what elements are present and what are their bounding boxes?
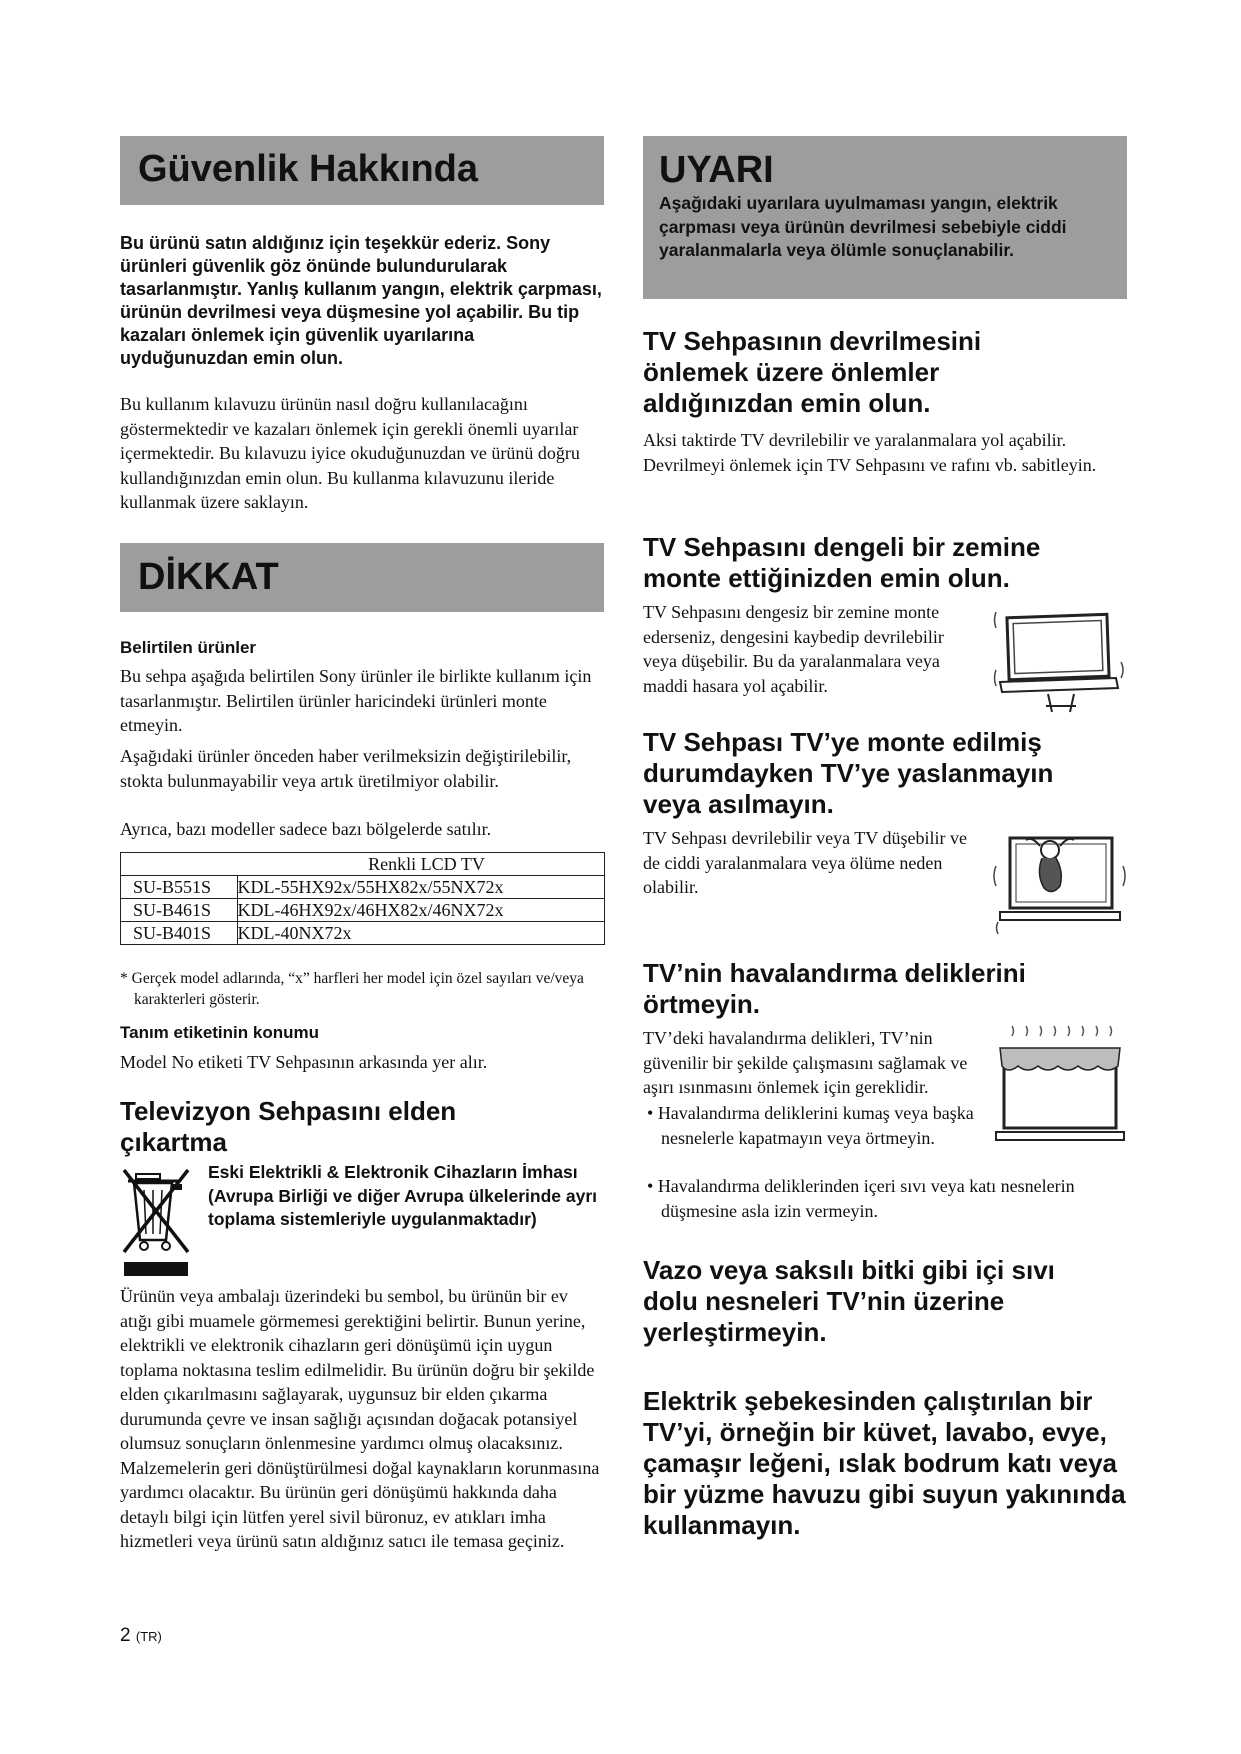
table-cell-stand: SU-B461S bbox=[121, 899, 238, 922]
page-language: (TR) bbox=[135, 1629, 162, 1644]
page-number bbox=[120, 1625, 162, 1647]
products-heading: Belirtilen ürünler bbox=[120, 638, 257, 657]
label-heading: Tanım etiketinin konumu bbox=[120, 1023, 319, 1042]
section-stable-floor-text: TV Sehpasını dengesiz bir zemine monte ederseniz, dengesini kaybedip devrilebilir veya düşebilir. Bu da yaralanmalara veya maddi hasara yol açabilir. bbox=[643, 602, 944, 696]
warning-box bbox=[643, 136, 1127, 299]
safety-title-box bbox=[120, 136, 604, 205]
intro-text: Bu ürünü satın aldığınız için teşekkür ederiz. Sony ürünleri güvenlik göz önünde bulundurularak tasarlanmıştır. Yanlış kullanım yangın, elektrik çarpması, ürünün devrilmesi veya düşmesine yol açabilir. Bu tip kazaları önlemek için güvenlik uyarılarına uyduğunuzdan emin olun. bbox=[120, 233, 602, 368]
safety-title: Güvenlik Hakkında bbox=[138, 148, 479, 190]
section-ventilation-text: TV’deki havalandırma delikleri, TV’nin güvenilir bir şekilde çalışmasını sağlamak ve aşırı ısınmasını önlemek için gereklidir. bbox=[643, 1028, 968, 1097]
table-cell-tv: KDL-40NX72x bbox=[237, 922, 605, 945]
table-row bbox=[121, 876, 605, 899]
products-text-3: Ayrıca, bazı modeller sadece bazı bölgelerde satılır. bbox=[120, 819, 492, 839]
disposal-text: Ürünün veya ambalajı üzerindeki bu sembol, bu ürünün bir ev atığı gibi muamele görmemesi gerektiğini belirtir. Bunun yerine, elektrikli ve elektronik cihazların geri dönüşümü için uygun toplama noktasına teslim edilmelidir. Bu ürünün doğru bir şekilde elden çıkarılmasını sağlayarak, uygunsuz bir elden çıkarma durumunda çevre ve insan sağlığı açısından doğacak potansiyel olumsuz sonuçların önlenmesine yardımcı olmuş olacaksınız. Malzemelerin geri dönüştürülmesi doğal kaynakların korunmasına yardımcı olacaktır. Bu ürünün geri dönüşümü hakkında daha detaylı bilgi için lütfen yerel sivil büronuz, ev atıkları imha hizmetleri veya ürünü satın aldığınız satıcı ile temasa geçiniz. bbox=[120, 1286, 600, 1551]
section-water-heading: Elektrik şebekesinden çalıştırılan bir TV’yi, örneğin bir küvet, lavabo, evye, çamaşır leğeni, ıslak bodrum katı veya bir yüzme havuzu gibi suyun yakınında kullanmayın. bbox=[643, 1386, 1126, 1540]
section-lean-heading: TV Sehpası TV’ye monte edilmiş durumdayken TV’ye yaslanmayın veya asılmayın. bbox=[643, 727, 1054, 819]
table-cell-tv: KDL-46HX92x/46HX82x/46NX72x bbox=[237, 899, 605, 922]
ventilation-bullet-1: • Havalandırma deliklerini kumaş veya başka nesnelerle kapatmayın veya örtmeyin. bbox=[647, 1103, 974, 1148]
models-table bbox=[120, 852, 605, 945]
products-text-2: Aşağıdaki ürünler önceden haber verilmeksizin değiştirilebilir, stokta bulunmayabilir veya artık üretilmiyor olabilir. bbox=[120, 746, 572, 791]
section-ventilation-heading: TV’nin havalandırma deliklerini örtmeyin. bbox=[643, 958, 1026, 1019]
table-row bbox=[121, 922, 605, 945]
ventilation-bullet-2: • Havalandırma deliklerinden içeri sıvı veya katı nesnelerin düşmesine asla izin vermeyin. bbox=[647, 1176, 1075, 1221]
table-header: Renkli LCD TV bbox=[237, 853, 605, 876]
table-cell-stand: SU-B551S bbox=[121, 876, 238, 899]
child-hanging-tv-illustration bbox=[992, 826, 1127, 936]
label-text: Model No etiketi TV Sehpasının arkasında yer alır. bbox=[120, 1052, 488, 1072]
page-number-value: 2 bbox=[120, 1625, 131, 1646]
warning-text: Aşağıdaki uyarılara uyulmaması yangın, elektrik çarpması veya ürünün devrilmesi sebebiyle ciddi yaralanmalarla veya ölümle sonuçlanabilir. bbox=[659, 193, 1067, 260]
caution-title: DİKKAT bbox=[138, 556, 279, 598]
section-lean-text: TV Sehpası devrilebilir veya TV düşebilir ve de ciddi yaralanmalara veya ölüme neden olabilir. bbox=[643, 828, 967, 897]
section-tip-over-text: Aksi taktirde TV devrilebilir ve yaralanmalara yol açabilir. Devrilmeyi önlemek için TV Sehpasını ve rafını vb. sabitleyin. bbox=[643, 430, 1097, 475]
covered-vents-illustration bbox=[992, 1022, 1127, 1150]
table-cell-stand: SU-B401S bbox=[121, 922, 238, 945]
products-text-1: Bu sehpa aşağıda belirtilen Sony ürünler ile birlikte kullanım için tasarlanmıştır. Belirtilen ürünler haricindeki ürünleri monte etmeyin. bbox=[120, 666, 592, 735]
footnote: * Gerçek model adlarında, “x” harfleri her model için özel sayıları ve/veya karakterleri gösterir. bbox=[120, 970, 584, 1008]
disposal-title: Televizyon Sehpasını elden çıkartma bbox=[120, 1096, 457, 1157]
weee-bin-icon bbox=[122, 1168, 192, 1276]
section-stable-floor-heading: TV Sehpasını dengeli bir zemine monte ettiğinizden emin olun. bbox=[643, 532, 1041, 593]
caution-title-box bbox=[120, 543, 604, 612]
section-liquids-heading: Vazo veya saksılı bitki gibi içi sıvı dolu nesneleri TV’nin üzerine yerleştirmeyin. bbox=[643, 1255, 1055, 1347]
weee-heading: Eski Elektrikli & Elektronik Cihazların İmhası (Avrupa Birliği ve diğer Avrupa ülkelerinde ayrı toplama sistemleriyle uygulanmaktadır) bbox=[208, 1162, 598, 1229]
warning-title: UYARI bbox=[659, 149, 774, 191]
table-cell-tv: KDL-55HX92x/55HX82x/55NX72x bbox=[237, 876, 605, 899]
manual-text: Bu kullanım kılavuzu ürünün nasıl doğru kullanılacağını göstermektedir ve kazaları önlemek için gerekli önemli uyarılar içermektedir. Bu kılavuzu iyice okuduğunuzdan ve ürünü doğru kullandığınızdan emin olun. Bu kullanma kılavuzunu ileride kullanmak üzere saklayın. bbox=[120, 394, 580, 512]
table-row bbox=[121, 899, 605, 922]
table-header-row bbox=[121, 853, 605, 876]
unstable-tv-illustration bbox=[992, 602, 1127, 714]
section-tip-over-heading: TV Sehpasının devrilmesini önlemek üzere önlemler aldığınızdan emin olun. bbox=[643, 326, 982, 418]
